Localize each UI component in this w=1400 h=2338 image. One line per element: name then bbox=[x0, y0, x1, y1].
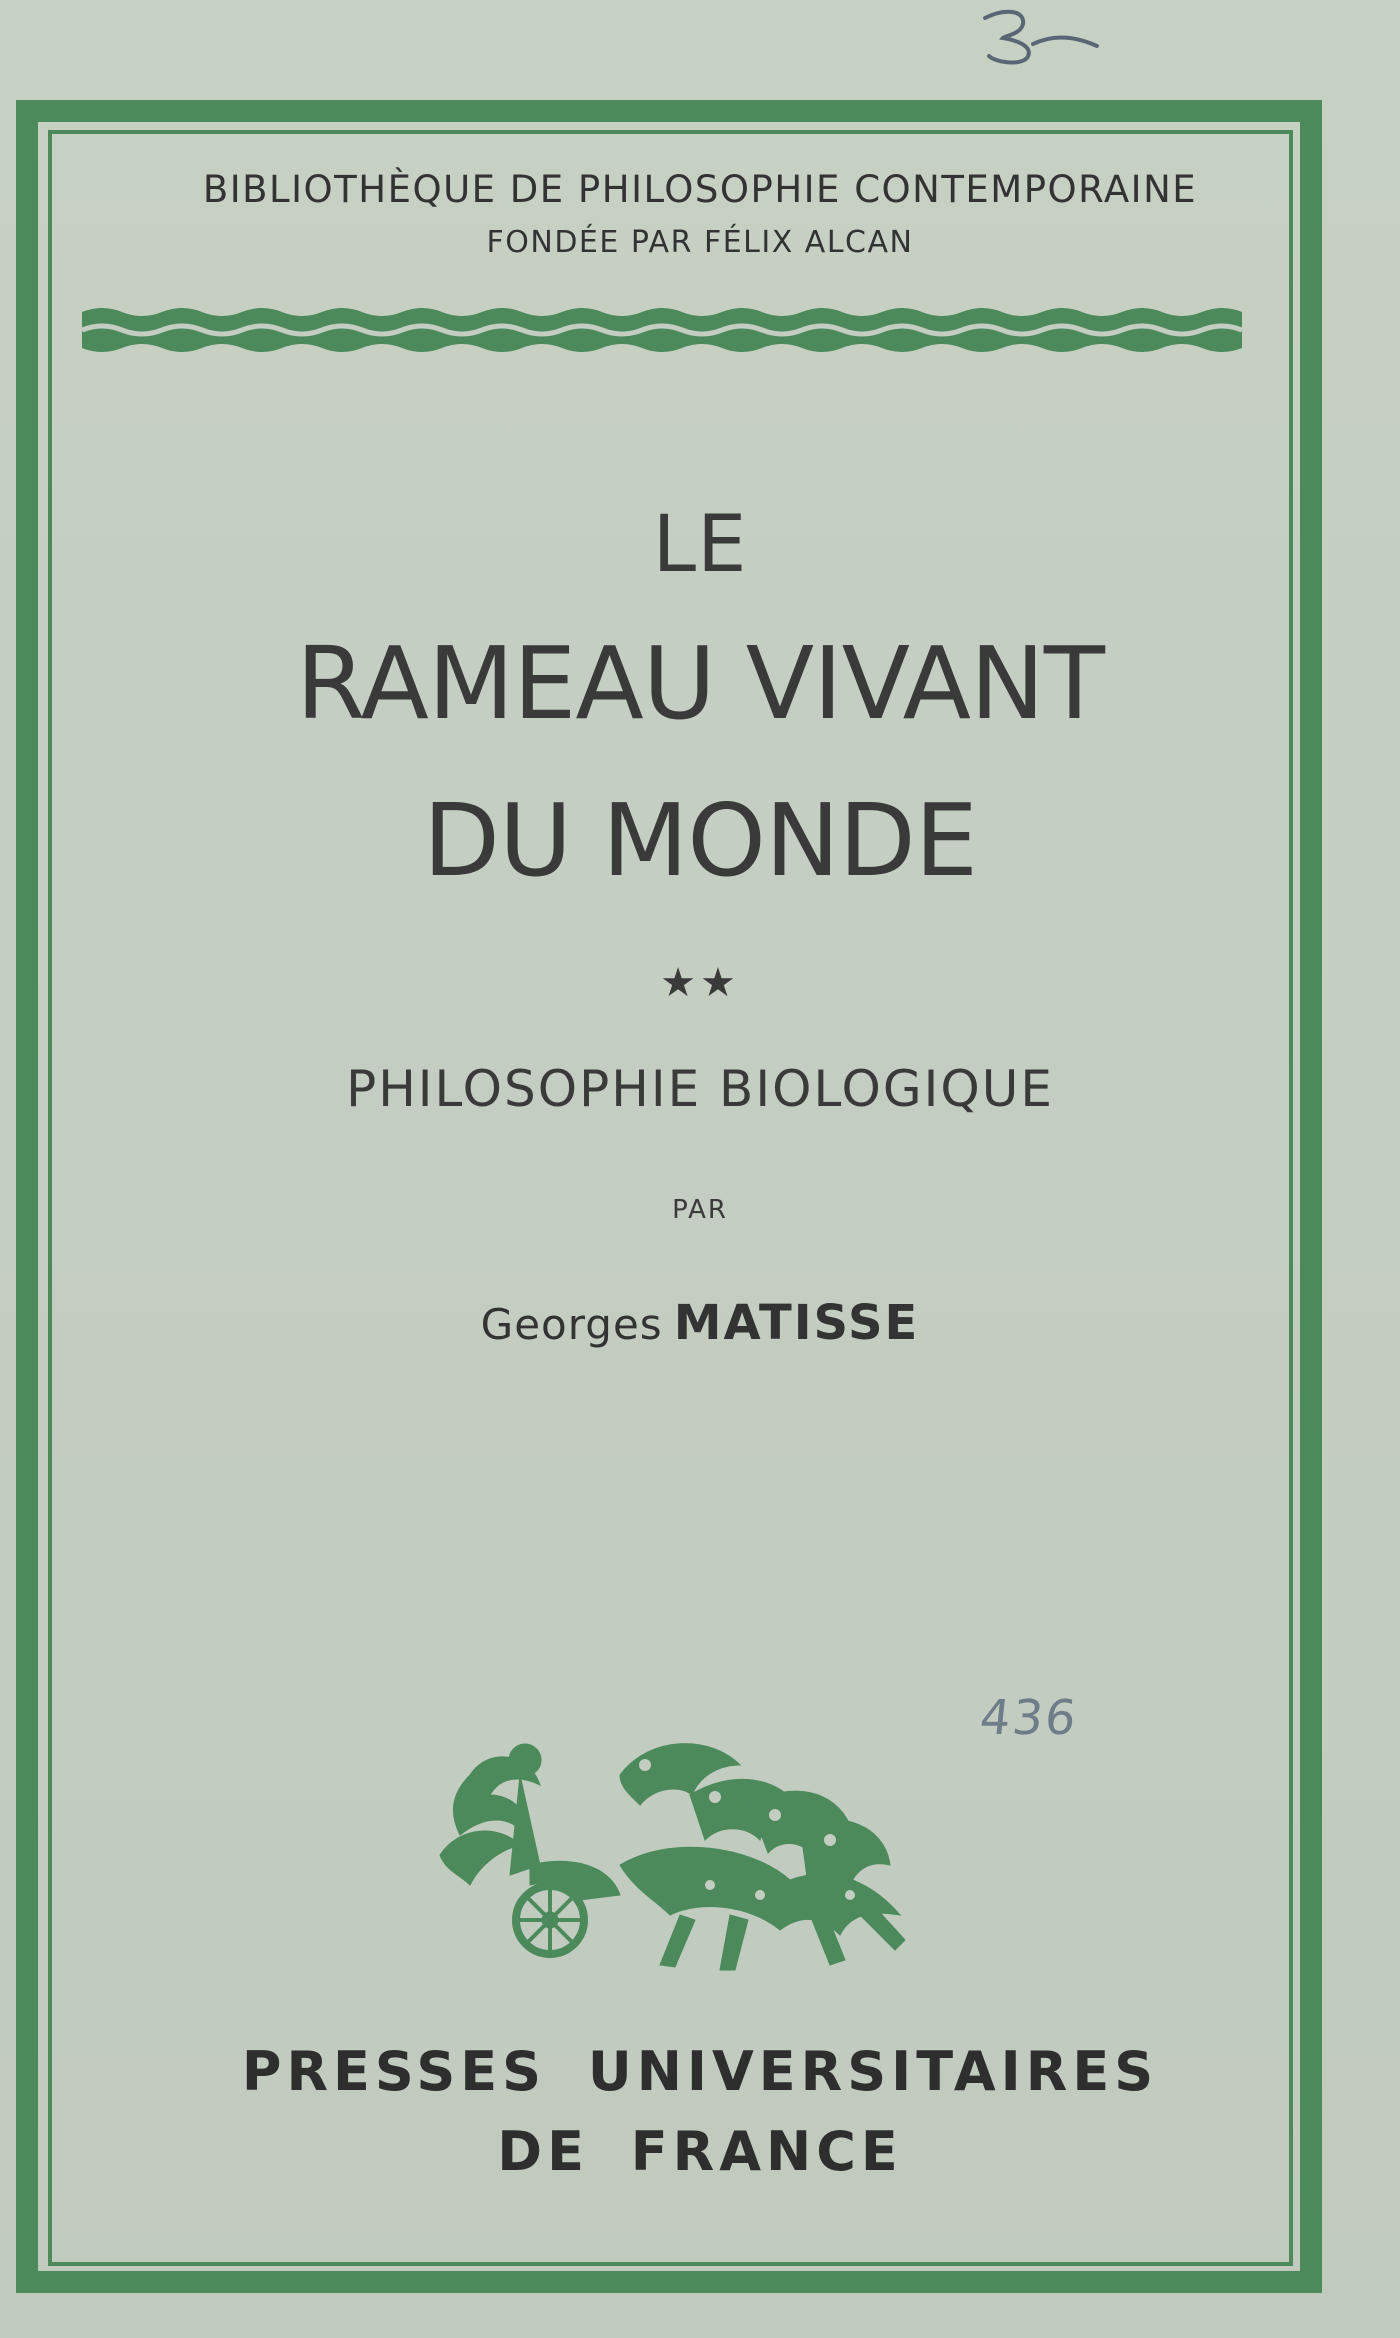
series-subtitle: FONDÉE PAR FÉLIX ALCAN bbox=[486, 225, 914, 260]
author bbox=[0, 1295, 1400, 1351]
publisher-line-2: DE FRANCE bbox=[497, 2120, 903, 2183]
chariot-horses-logo-icon bbox=[430, 1715, 910, 1985]
subtitle: PHILOSOPHIE BIOLOGIQUE bbox=[346, 1060, 1054, 1118]
title-line-1: LE bbox=[652, 500, 748, 590]
author-last-name: MATISSE bbox=[673, 1295, 920, 1351]
title-line-3: DU MONDE bbox=[423, 782, 977, 899]
volume-stars: ★★ bbox=[660, 960, 740, 1006]
series-title: BIBLIOTHÈQUE DE PHILOSOPHIE CONTEMPORAINE bbox=[202, 168, 1198, 211]
title-line-2: RAMEAU VIVANT bbox=[296, 625, 1104, 742]
handwritten-mark-icon bbox=[975, 6, 1105, 66]
author-first-name: Georges bbox=[480, 1300, 663, 1349]
publisher-line-1: PRESSES UNIVERSITAIRES bbox=[241, 2040, 1159, 2103]
wave-ornament-icon bbox=[82, 300, 1242, 360]
handwritten-number: 436 bbox=[977, 1690, 1081, 1746]
by-label: PAR bbox=[672, 1195, 728, 1225]
